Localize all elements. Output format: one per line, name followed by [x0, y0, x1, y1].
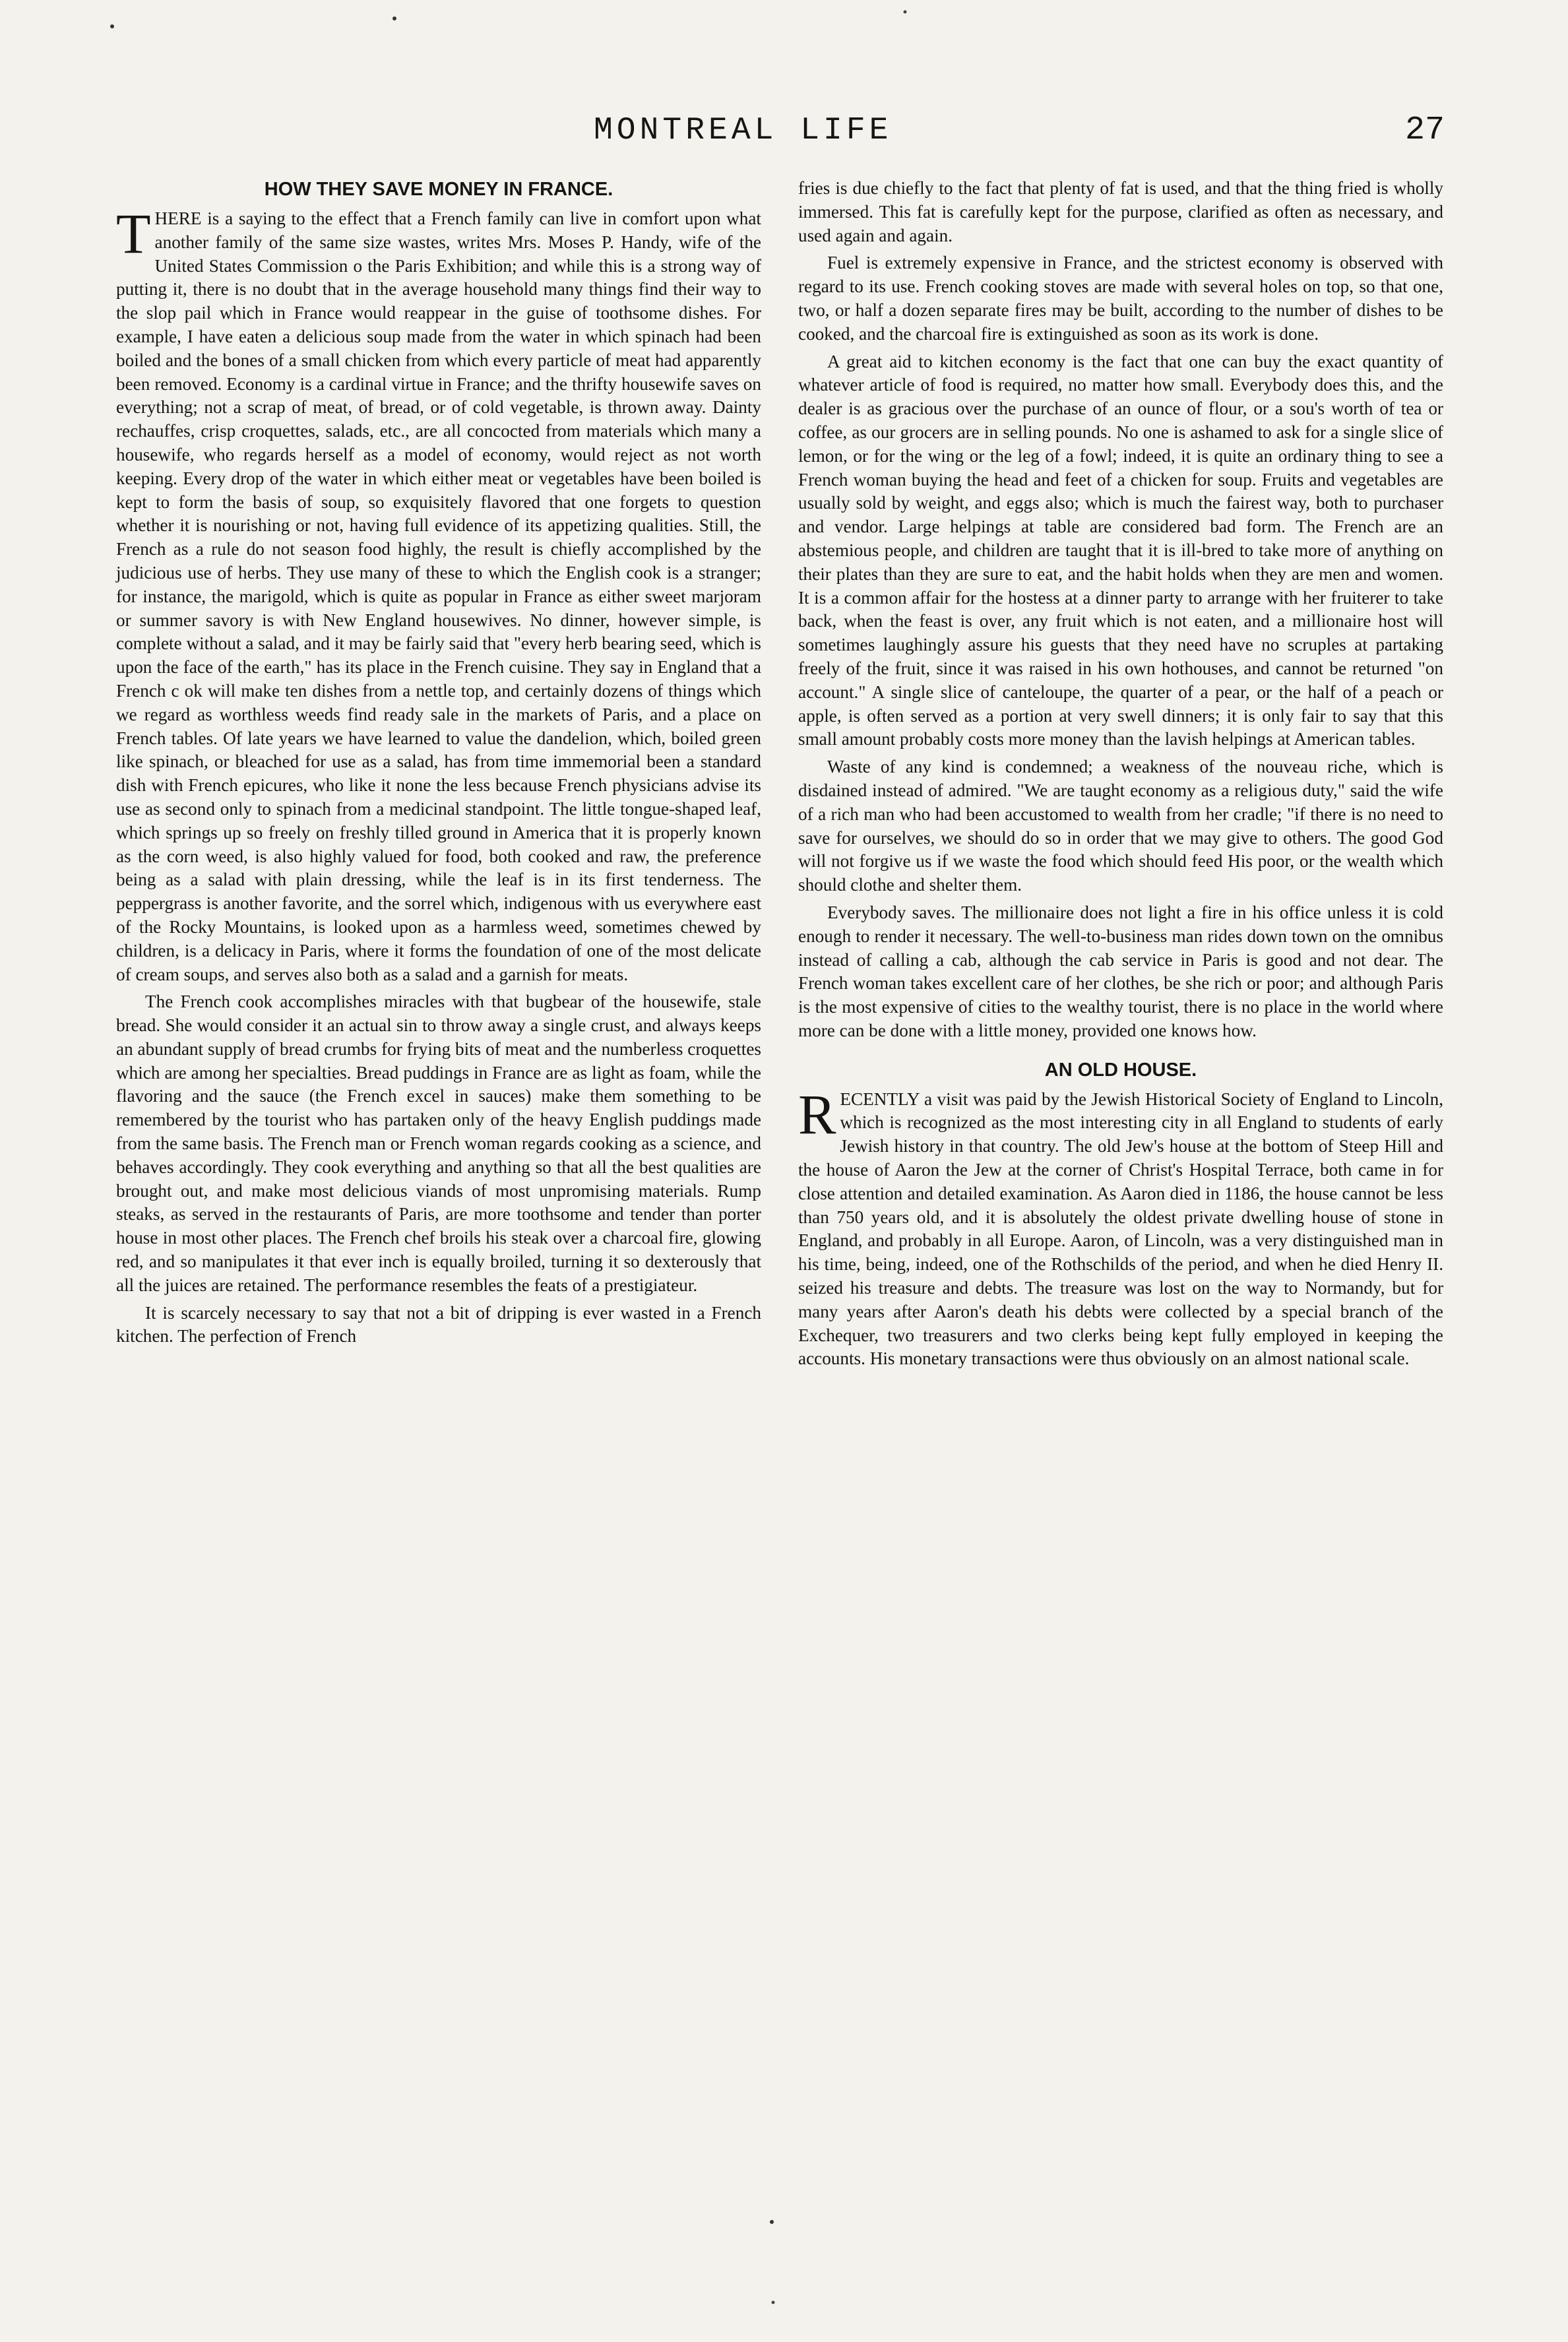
article-headline-old-house: AN OLD HOUSE.: [1044, 1059, 1197, 1081]
paragraph-text: ECENTLY a visit was paid by the Jewish Historical Society of England to Lincoln, which is recognized as the most interesting city in all England to students of early Jewish history in that country. The old Jew's house at the bottom of Steep Hill and the house of Aaron the Jew at the corner of Christ's Hospital Terrace, both came in for close attention and detailed examination. As Aaron died in 1186, the house cannot be less than 750 years old, and it is absolutely the oldest private dwelling house of stone in England, and probably in all Europe. Aaron, of Lincoln, was a very distinguished man in his time, being, indeed, one of the Rothschilds of the period, and when he died Henry II. seized his treasure and debts. The treasure was lost on the way to Normandy, but for many years after Aaron's death his debts were collected by a special branch of the Exchequer, two treasurers and two clerks being kept fully employed in keeping the accounts. His monetary transactions were thus obviously on an almost national scale.: [798, 1089, 1443, 1369]
article-paragraph: Everybody saves. The millionaire does not light a fire in his office unless it is cold enough to render it necessary. The well-to-business man rides down town on the omnibus instead of calling a cab, although the cab service in Paris is good and not dear. The French woman takes excellent care of her clothes, be she rich or poor; and although Paris is the most expensive of cities to the wealthy tourist, there is no place in the world where more can be done with a little money, provided one knows how.: [798, 902, 1443, 1040]
paragraph-text: HERE is a saying to the effect that a French family can live in comfort upon what another family of the same size wastes, writes Mrs. Moses P. Handy, wife of the United States Commission o the Paris Exhibition; and while this is a strong way of putting it, there is no doubt that in the average household many things find their way to the slop pail which in France would reappear in the guise of toothsome dishes. For example, I have eaten a delicious soup made from the water in which spinach had been boiled and the bones of a small chicken from which every particle of meat had apparently been removed. Economy is a cardinal virtue in France; and the thrifty housewife saves on everything; not a scrap of meat, of bread, or of cold vegetable, is thrown away. Dainty rechauffes, crisp croquettes, salads, etc., are all concocted from materials which many a housewife, who regards herself as a model of economy, would reject as not worth keeping. Every drop of the water in which either meat or vegetables have been boiled is kept to form the basis of soup, so exquisitely flavored that one forgets to question whether it is nourishing or not, having full evidence of its appetizing qualities. Still, the French as a rule do not season food highly, the result is chiefly accomplished by the judicious use of herbs. They use many of these to which the English cook is a stranger; for instance, the marigold, which is quite as popular in France as either sweet marjoram or summer savory is with New England housewives. No dinner, however simple, is complete without a salad, and it may be fairly said that "every herb bearing seed, which is upon the face of the earth," has its place in the French cuisine. They say in England that a French c ok will make ten dishes from a nettle top, and certainly dozens of things which we regard as worthless weeds find ready sale in the markets of Paris, and a place on French tables. Of late years we have learned to value the dandelion, which, boiled green like spinach, or bleached for use as a salad, has from time immemorial been a standard dish with French epicures, who like it none the less because French physicians advise its use as second only to spinach from a medicinal standpoint. The little tongue-shaped leaf, which springs up so freely on freshly tilled ground in America that it is properly known as the corn weed, is also highly valued for food, both cooked and raw, the preference being as a salad with plain dressing, while the leaf is in its first tenderness. The peppergrass is another favorite, and the sorrel which, indigenous with us everywhere east of the Rocky Mountains, is looked upon as a harmless weed, sometimes chewed by children, is a delicacy in Paris, where it forms the foundation of one of the most delicate of cream soups, and serves also both as a salad and a garnish for meats.: [116, 208, 761, 984]
article-paragraph: Waste of any kind is condemned; a weakness of the nouveau riche, which is disdained instead of admired. "We are taught economy as a religious duty," said the wife of a rich man who had been accustomed to wealth from her cradle; "if there is no need to save for ourselves, we should do so in order that we may give to others. The good God will not forgive us if we waste the food which should feed His poor, or the wealth which should clothe and shelter them.: [798, 757, 1443, 895]
running-header: [0, 111, 1568, 157]
left-column: [116, 177, 761, 1352]
article-paragraph: The French cook accomplishes miracles with that bugbear of the housewife, stale bread. She would consider it an actual sin to throw away a single crust, and always keeps an abundant supply of bread crumbs for frying bits of meat and the numberless croquettes which are among her specialties. Bread puddings in France are as light as foam, while the flavoring and the sauce (the French excel in sauces) make them something to be remembered by the tourist who has partaken only of the heavy English puddings made from the same basis. The French man or French woman regards cooking as a science, and behaves accordingly. They cook everything and anything so that all the best qualities are brought out, and make most delicious viands of most unpromising materials. Rump steaks, as served in the restaurants of Paris, are more toothsome and tender than porter house in most other places. The French chef broils his steak over a charcoal fire, glowing red, and so manipulates it that ever inch is equally broiled, turning it so dexterously that all the juices are retained. The performance resembles the feats of a prestigiateur.: [116, 992, 761, 1295]
article-paragraph: Fuel is extremely expensive in France, and the strictest economy is observed with regard to its use. French cooking stoves are made with several holes on top, so that one, two, or half a dozen separate fires may be built, according to the number of dishes to be cooked, and the charcoal fire is extinguished as soon as its work is done.: [798, 253, 1443, 344]
article-paragraph: [798, 1082, 1443, 1372]
running-title: MONTREAL LIFE: [594, 113, 893, 148]
article-paragraph: A great aid to kitchen economy is the fact that one can buy the exact quantity of whatever article of food is required, no matter how small. Everybody does this, and the dealer is as gracious over the purchase of an ounce of flour, or a sou's worth of tea or coffee, as our grocers are in selling pounds. No one is ashamed to ask for a single slice of lemon, or for the wing or the leg of a fowl; indeed, it is quite an ordinary thing to see a French woman buying the head and feet of a chicken for soup. Fruits and vegetables are usually sold by weight, and eggs also; which is much the fairest way, both to purchaser and vendor. Large helpings at table are considered bad form. The French are an abstemious people, and children are taught that it is ill-bred to take more of anything on their plates than they are sure to eat, and the habit holds when they are men and women. It is a common affair for the hostess at a dinner party to arrange with her fruiterer to take back, when the feast is over, any fruit which is not eaten, and a millionaire host will sometimes laughingly assure his guests that they need have no scruples at partaking freely of the fruit, since it was raised in his own hothouses, and cannot be returned "on account." A single slice of canteloupe, the quarter of a pear, or the half of a peach or apple, is often served as a portion at very swell dinners; it is only fair to say that this small amount probably costs more money than the lavish helpings at American tables.: [798, 351, 1443, 749]
drop-cap: R: [798, 1082, 836, 1146]
drop-cap: T: [116, 202, 151, 265]
article-paragraph: It is scarcely necessary to say that not a bit of dripping is ever wasted in a French kitchen. The perfection of French: [116, 1302, 761, 1346]
article-paragraph-continued: fries is due chiefly to the fact that plenty of fat is used, and that the thing fried is wholly immersed. This fat is carefully kept for the purpose, clarified as often as necessary, and used again and again.: [798, 178, 1443, 245]
article-paragraph: [116, 202, 761, 986]
article-headline-france: HOW THEY SAVE MONEY IN FRANCE.: [264, 179, 613, 200]
page-number: 27: [1405, 111, 1445, 149]
right-column: [798, 177, 1443, 1375]
